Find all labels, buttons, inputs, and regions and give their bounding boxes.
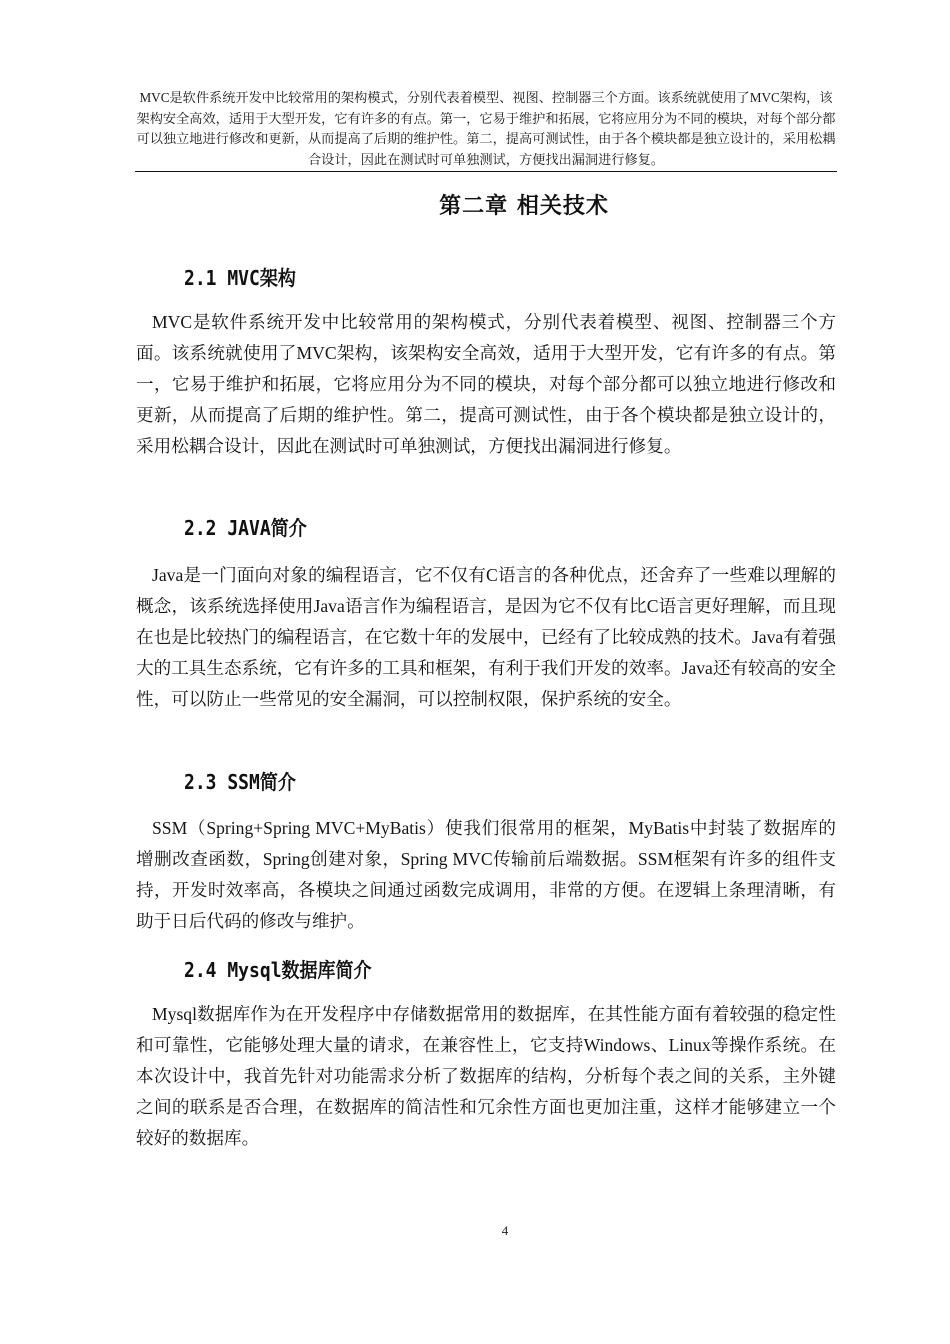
section-heading-2-3: 2.3 SSM简介: [184, 770, 296, 794]
section-body-2-3: SSM（Spring+Spring MVC+MyBatis）使我们很常用的框架，MyBatis中封装了数据库的增删改查函数，Spring创建对象，Spring MVC传输前后端数据。SSM框架有许多的组件支持，开发时效率高，各模块之间通过函数完成调用，非常的方便。在逻辑上条理清晰，有助于日后代码的修改与维护。: [136, 818, 836, 931]
section-body-2-1: MVC是软件系统开发中比较常用的架构模式，分别代表着模型、视图、控制器三个方面。该系统就使用了MVC架构，该架构安全高效，适用于大型开发，它有许多的有点。第一，它易于维护和拓展，它将应用分为不同的模块，对每个部分都可以独立地进行修改和更新，从而提高了后期的维护性。第二，提高可测试性，由于各个模块都是独立设计的，采用松耦合设计，因此在测试时可单独测试，方便找出漏洞进行修复。: [136, 312, 836, 456]
section-body-2-2: Java是一门面向对象的编程语言，它不仅有C语言的各种优点，还舍弃了一些难以理解的概念，该系统选择使用Java语言作为编程语言，是因为它不仅有比C语言更好理解，而且现在也是比较热门的编程语言，在它数十年的发展中，已经有了比较成熟的技术。Java有着强大的工具生态系统，它有许多的工具和框架，有利于我们开发的效率。Java还有较高的安全性，可以防止一些常见的安全漏洞，可以控制权限，保护系统的安全。: [136, 565, 836, 709]
page-header: MVC是软件系统开发中比较常用的架构模式，分别代表着模型、视图、控制器三个方面。该系统就使用了MVC架构，该架构安全高效，适用于大型开发，它有许多的有点。第一，它易于维护和拓展，它将应用分为不同的模块，对每个部分都可以独立地进行修改和更新，从而提高了后期的维护性。第二，提高可测试性，由于各个模块都是独立设计的，采用松耦合设计，因此在测试时可单独测试，方便找出漏洞进行修复。: [136, 90, 836, 167]
page-number: 4: [501, 1223, 509, 1238]
section-heading-2-2: 2.2 JAVA简介: [184, 516, 307, 540]
section-heading-2-1: 2.1 MVC架构: [184, 266, 296, 290]
section-heading-2-4: 2.4 Mysql数据库简介: [184, 958, 372, 982]
section-body-2-4: Mysql数据库作为在开发程序中存储数据常用的数据库，在其性能方面有着较强的稳定性和可靠性，它能够处理大量的请求，在兼容性上，它支持Windows、Linux等操作系统。在本次设计中，我首先针对功能需求分析了数据库的结构，分析每个表之间的关系，主外键之间的联系是否合理，在数据库的简洁性和冗余性方面也更加注重，这样才能够建立一个较好的数据库。: [136, 1004, 836, 1148]
chapter-title: 第二章 相关技术: [439, 194, 609, 219]
header-rule: [135, 171, 837, 172]
